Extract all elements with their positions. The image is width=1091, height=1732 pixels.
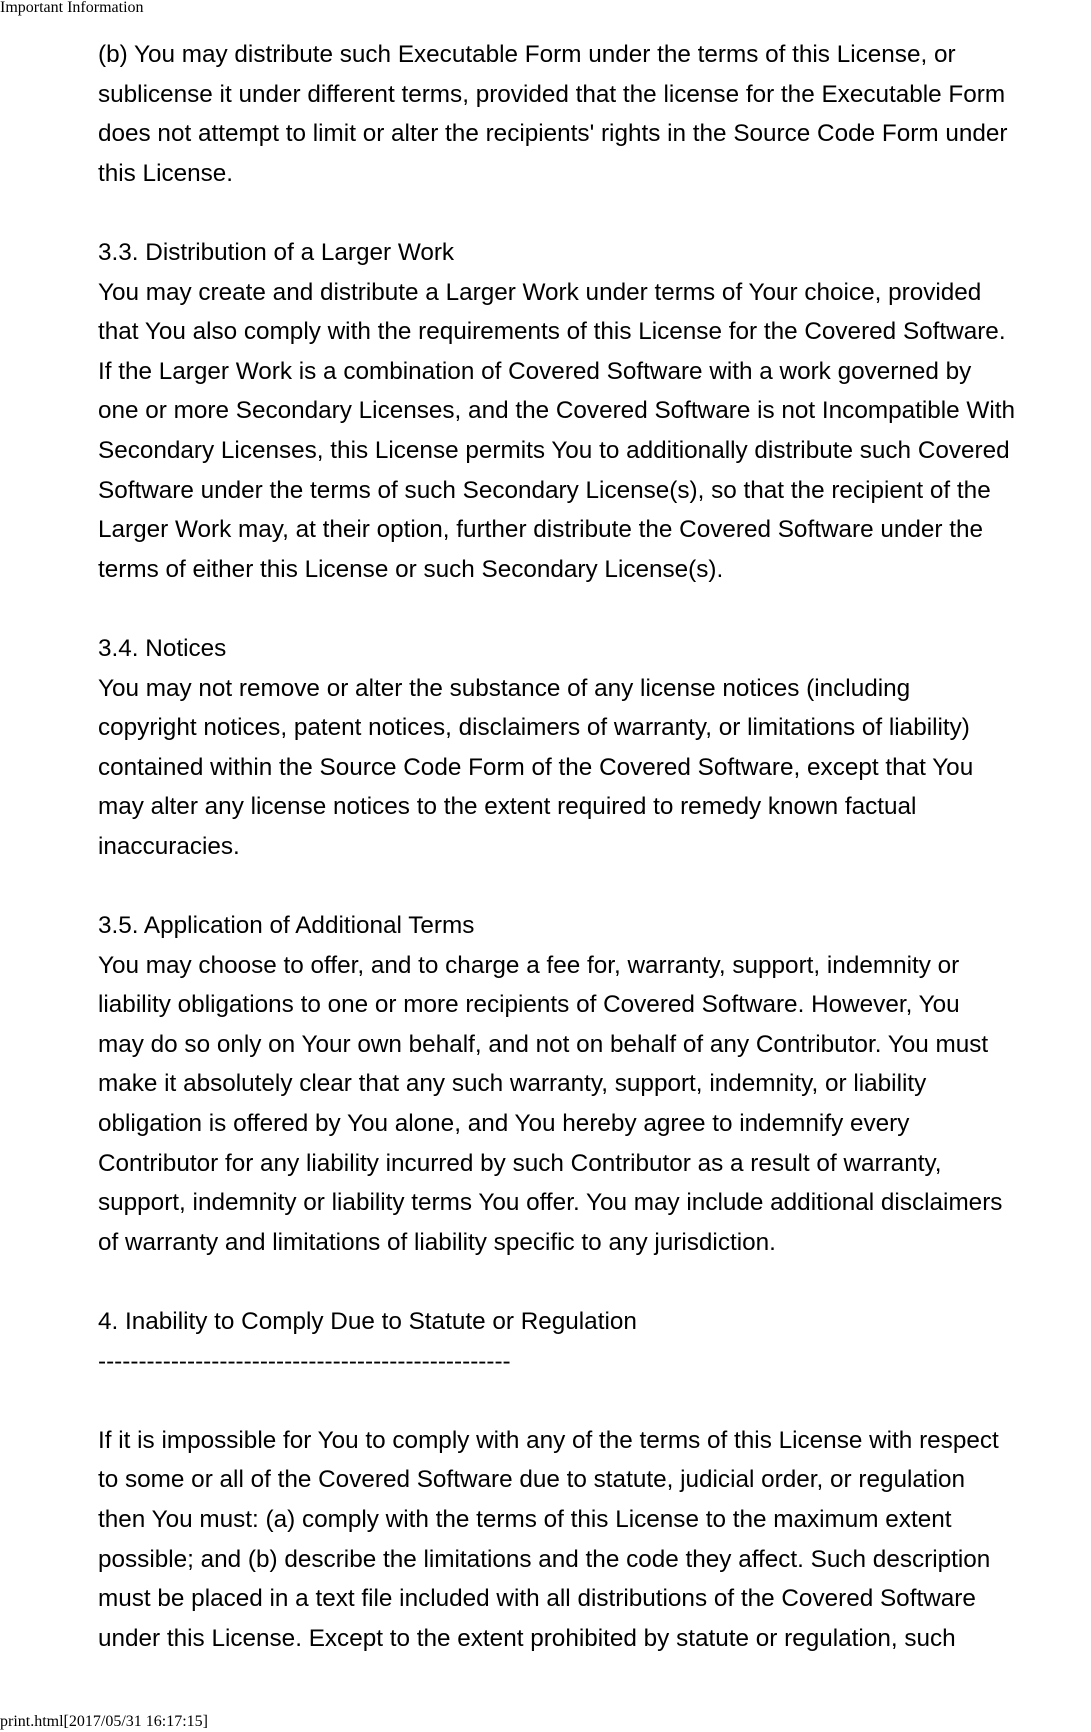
section-heading: 3.5. Application of Additional Terms (98, 912, 475, 940)
blank-line (98, 1381, 1091, 1421)
text-line: Larger Work may, at their option, further distribute the Covered Software under the (98, 516, 984, 544)
license-text-body (98, 35, 1091, 1658)
text-line: Secondary Licenses, this License permits You to additionally distribute such Covered (98, 436, 1010, 464)
text-line: may alter any license notices to the extent required to remedy known factual (98, 793, 917, 821)
section-heading: 4. Inability to Comply Due to Statute or Regulation (98, 1308, 637, 1335)
text-line: make it absolutely clear that any such warranty, support, indemnity, or liability (98, 1070, 927, 1098)
text-line: Contributor for any liability incurred by such Contributor as a result of warranty, (98, 1149, 942, 1177)
text-line: support, indemnity or liability terms You offer. You may include additional disclaimers (98, 1189, 1003, 1217)
text-line: (b) You may distribute such Executable Form under the terms of this License, or (98, 41, 956, 68)
text-line: one or more Secondary Licenses, and the Covered Software is not Incompatible With (98, 397, 1016, 425)
text-line: possible; and (b) describe the limitations and the code they affect. Such description (98, 1545, 991, 1573)
text-line: under this License. Except to the extent prohibited by statute or regulation, such (98, 1624, 956, 1652)
text-line: You may not remove or alter the substance of any license notices (including (98, 674, 911, 702)
text-line: You may choose to offer, and to charge a fee for, warranty, support, indemnity or (98, 951, 960, 979)
text-line: must be placed in a text file included with all distributions of the Covered Software (98, 1585, 976, 1613)
text-line: If the Larger Work is a combination of Covered Software with a work governed by (98, 357, 972, 385)
text-line: sublicense it under different terms, provided that the license for the Executable Form (98, 80, 1006, 108)
blank-line (98, 193, 1091, 233)
print-header-title: Important Information (0, 0, 144, 16)
blank-line (98, 589, 1091, 629)
text-line: contained within the Source Code Form of the Covered Software, except that You (98, 753, 974, 781)
section-heading: 3.4. Notices (98, 634, 227, 662)
text-line: liability obligations to one or more recipients of Covered Software. However, You (98, 991, 960, 1019)
text-line: copyright notices, patent notices, disclaimers of warranty, or limitations of liability) (98, 714, 970, 742)
section-heading: 3.3. Distribution of a Larger Work (98, 238, 455, 266)
blank-line (98, 866, 1091, 906)
heading-underline: --------------------------------------------------- (98, 1347, 511, 1375)
text-line: of warranty and limitations of liability specific to any jurisdiction. (98, 1228, 776, 1256)
text-line: Software under the terms of such Secondary License(s), so that the recipient of the (98, 476, 991, 504)
blank-line (98, 1262, 1091, 1302)
text-line: terms of either this License or such Secondary License(s). (98, 555, 724, 583)
text-line: inaccuracies. (98, 832, 240, 860)
text-line: this License. (98, 159, 234, 187)
text-line: then You must: (a) comply with the terms of this License to the maximum extent (98, 1505, 952, 1533)
text-line: obligation is offered by You alone, and You hereby agree to indemnify every (98, 1110, 910, 1138)
text-line: that You also comply with the requirements of this License for the Covered Software. (98, 318, 1006, 346)
text-line: does not attempt to limit or alter the recipients' rights in the Source Code Form under (98, 120, 1008, 148)
text-line: You may create and distribute a Larger Work under terms of Your choice, provided (98, 278, 982, 306)
text-line: to some or all of the Covered Software due to statute, judicial order, or regulation (98, 1466, 966, 1494)
text-line: If it is impossible for You to comply with any of the terms of this License with respect (98, 1426, 999, 1454)
text-line: may do so only on Your own behalf, and not on behalf of any Contributor. You must (98, 1030, 989, 1058)
print-footer-source: print.html[2017/05/31 16:17:15] (0, 1713, 208, 1730)
